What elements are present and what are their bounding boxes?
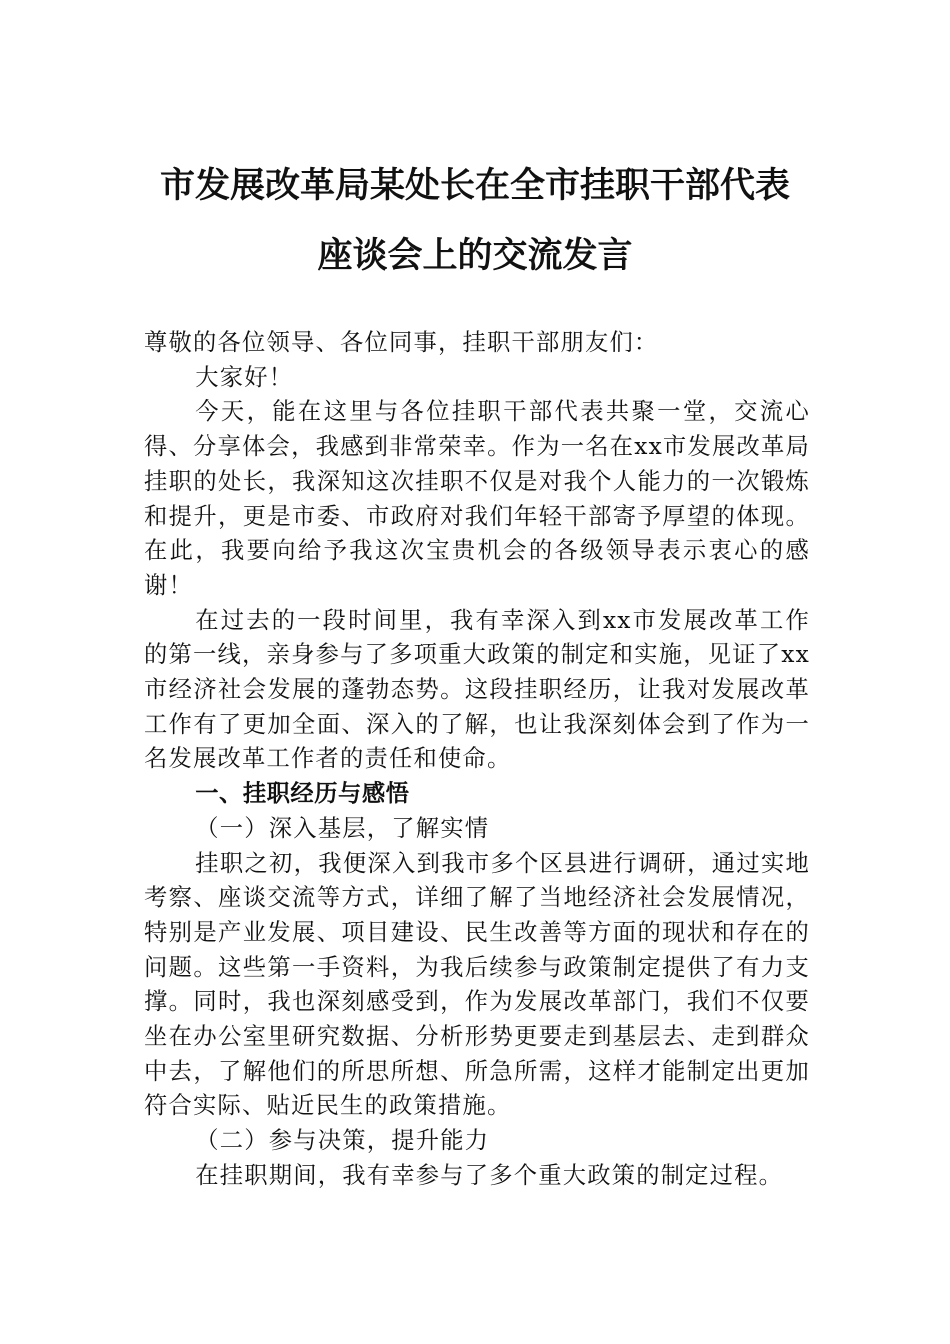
- document-title-line-1: 市发展改革局某处长在全市挂职干部代表: [159, 165, 790, 206]
- paragraph-4: 在挂职期间，我有幸参与了多个重大政策的制定过程。: [195, 1161, 784, 1189]
- paragraph-1: 今天，能在这里与各位挂职干部代表共聚一堂，交流心得、分享体会，我感到非常荣幸。作为一名在xx市发展改革局挂职的处长，我深知这次挂职不仅是对我个人能力的一次锻炼和提升，更是市委、市政府对我们年轻干部寄予厚望的体现。在此，我要向给予我这次宝贵机会的各级领导表示衷心的感谢！: [144, 398, 810, 599]
- subsection-heading-1: （一）深入基层，了解实情: [195, 814, 490, 842]
- paragraph-3: 挂职之初，我便深入到我市多个区县进行调研，通过实地考察、座谈交流等方式，详细了解了当地经济社会发展情况，特别是产业发展、项目建设、民生改善等方面的现状和存在的问题。这些第一手资料，为我后续参与政策制定提供了有力支撑。同时，我也深刻感受到，作为发展改革部门，我们不仅要坐在办公室里研究数据、分析形势更要走到基层去、走到群众中去，了解他们的所思所想、所急所需，这样才能制定出更加符合实际、贴近民生的政策措施。: [144, 849, 810, 1120]
- document-body: [144, 326, 810, 1194]
- document-title-line-2: 座谈会上的交流发言: [317, 235, 633, 276]
- subsection-heading-2: （二）参与决策，提升能力: [195, 1127, 490, 1155]
- section-heading-1: 一、挂职经历与感悟: [195, 780, 410, 808]
- paragraph-2: 在过去的一段时间里，我有幸深入到xx市发展改革工作的第一线，亲身参与了多项重大政策的制定和实施，见证了xx市经济社会发展的蓬勃态势。这段挂职经历，让我对发展改革工作有了更加全面、深入的了解，也让我深刻体会到了作为一名发展改革工作者的责任和使命。: [144, 606, 810, 773]
- salutation: 尊敬的各位领导、各位同事，挂职干部朋友们：: [144, 329, 659, 356]
- greeting: 大家好！: [195, 363, 294, 391]
